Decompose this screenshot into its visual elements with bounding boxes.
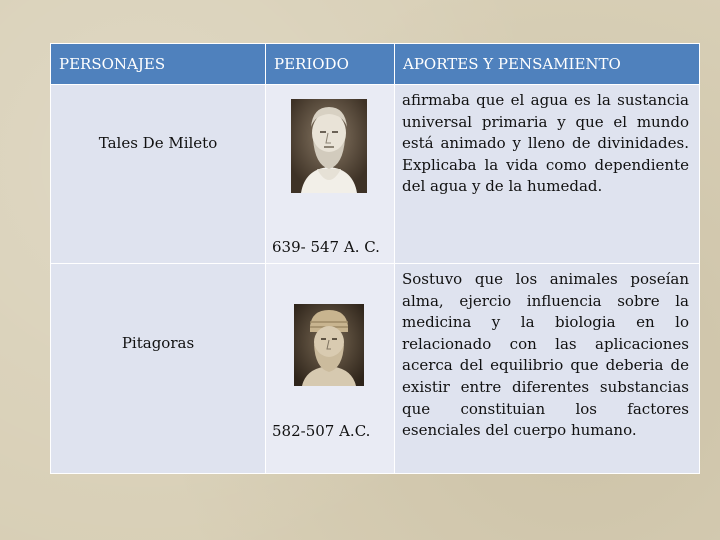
table-row xyxy=(51,264,700,474)
period-cell xyxy=(266,85,395,264)
aportes-cell xyxy=(395,85,700,264)
header-personajes: PERSONAJES xyxy=(51,44,266,85)
table-row xyxy=(51,85,700,264)
table-header-row xyxy=(51,44,700,85)
period-cell xyxy=(266,264,395,474)
period-text: 582-507 A.C. xyxy=(272,422,371,440)
philosopher-name: Tales De Mileto xyxy=(98,134,218,152)
header-periodo: PERIODO xyxy=(266,44,395,85)
period-text: 639- 547 A. C. xyxy=(272,238,380,256)
bearded-man-bust-icon xyxy=(291,99,367,193)
aportes-cell xyxy=(395,264,700,474)
header-aportes: APORTES Y PENSAMIENTO xyxy=(395,44,700,85)
aportes-text: Sostuvo que los animales poseían alma, ejercio influencia sobre la medicina y la biologia en lo relacionado con las aplicaciones acerca del equilibrio que deberia de existir entre diferentes substancias que constituian los factores esenciales del cuerpo humano. xyxy=(402,270,689,440)
philosopher-name: Pitagoras xyxy=(121,334,195,352)
bearded-man-turban-bust-icon xyxy=(291,304,367,386)
name-cell xyxy=(51,85,266,264)
philosophers-table xyxy=(50,43,700,474)
name-cell xyxy=(51,264,266,474)
aportes-text: afirmaba que el agua es la sustancia universal primaria y que el mundo está animado y lleno de divinidades. Explicaba la vida como dependiente del agua y de la humedad. xyxy=(402,91,689,196)
